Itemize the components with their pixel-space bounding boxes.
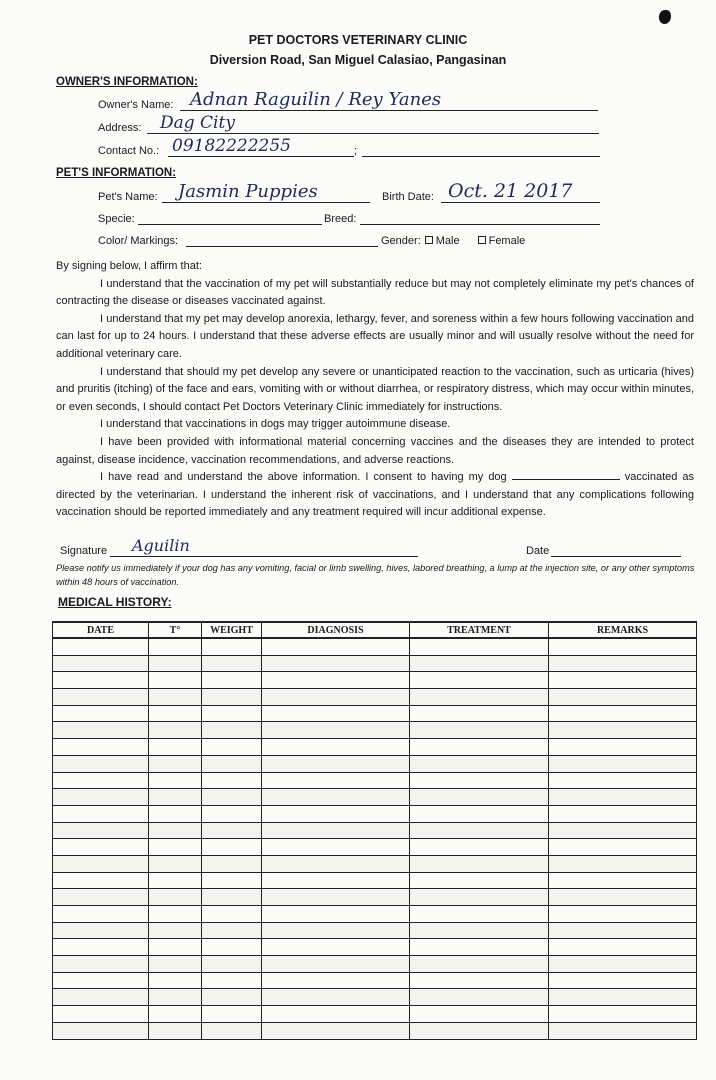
table-row xyxy=(53,822,697,839)
table-cell[interactable] xyxy=(149,789,202,806)
table-cell[interactable] xyxy=(410,705,549,722)
table-cell[interactable] xyxy=(202,822,262,839)
consent-intro: By signing below, I affirm that: xyxy=(56,260,202,272)
address-line xyxy=(147,133,599,134)
table-cell[interactable] xyxy=(410,839,549,856)
table-cell[interactable] xyxy=(410,872,549,889)
table-cell[interactable] xyxy=(53,922,149,939)
table-cell[interactable] xyxy=(53,956,149,973)
table-cell[interactable] xyxy=(549,739,697,756)
table-cell[interactable] xyxy=(262,672,410,689)
consent-paragraph-6 xyxy=(56,469,694,522)
birth-date-line xyxy=(441,202,600,203)
table-cell[interactable] xyxy=(549,722,697,739)
table-cell[interactable] xyxy=(53,889,149,906)
table-cell[interactable] xyxy=(53,805,149,822)
table-cell[interactable] xyxy=(202,655,262,672)
table-cell[interactable] xyxy=(202,939,262,956)
consent-paragraph-4: I understand that vaccinations in dogs may trigger autoimmune disease. xyxy=(100,418,451,431)
table-cell[interactable] xyxy=(410,939,549,956)
table-cell[interactable] xyxy=(262,805,410,822)
table-row xyxy=(53,855,697,872)
table-cell[interactable] xyxy=(549,956,697,973)
address-value[interactable]: Dag City xyxy=(160,113,235,133)
contact-label: Contact No.: xyxy=(98,145,160,157)
table-cell[interactable] xyxy=(149,1006,202,1023)
table-cell[interactable] xyxy=(149,839,202,856)
table-cell[interactable] xyxy=(549,822,697,839)
birth-date-label: Birth Date: xyxy=(382,191,434,203)
table-cell[interactable] xyxy=(53,672,149,689)
ink-blot xyxy=(659,10,671,24)
table-cell[interactable] xyxy=(410,772,549,789)
table-row xyxy=(53,1022,697,1039)
table-cell[interactable] xyxy=(549,672,697,689)
table-cell[interactable] xyxy=(549,655,697,672)
table-cell[interactable] xyxy=(549,755,697,772)
table-cell[interactable] xyxy=(410,1022,549,1039)
consent-paragraph-3: I understand that should my pet develop any severe or unanticipated reaction to the vaccination, such as urticaria (hives) and pruritis (itching) of the face and ears, vomiting with or without diarrhea, or respiratory distress, which may occur within minutes, or even seconds, I should contact Pet Doctors Veterinary Clinic immediately for instructions. xyxy=(56,365,694,413)
table-cell[interactable] xyxy=(149,1022,202,1039)
table-row xyxy=(53,638,697,655)
medical-history-title: MEDICAL HISTORY: xyxy=(58,595,172,609)
table-cell[interactable] xyxy=(149,989,202,1006)
column-header-remarks: REMARKS xyxy=(549,622,697,638)
table-cell[interactable] xyxy=(262,705,410,722)
table-cell[interactable] xyxy=(262,839,410,856)
table-cell[interactable] xyxy=(410,989,549,1006)
table-cell[interactable] xyxy=(410,689,549,706)
table-cell[interactable] xyxy=(549,922,697,939)
table-row xyxy=(53,672,697,689)
gender-label: Gender: xyxy=(381,235,421,247)
table-body xyxy=(53,638,697,1039)
table-cell[interactable] xyxy=(202,805,262,822)
table-cell[interactable] xyxy=(202,705,262,722)
gender-male-label: Male xyxy=(435,235,460,247)
table-cell[interactable] xyxy=(53,1022,149,1039)
table-row xyxy=(53,889,697,906)
table-cell[interactable] xyxy=(410,672,549,689)
table-cell[interactable] xyxy=(149,805,202,822)
contact-separator: ; xyxy=(354,145,358,157)
table-row xyxy=(53,956,697,973)
column-header-treatment: TREATMENT xyxy=(410,622,549,638)
table-header-row xyxy=(53,622,697,638)
table-cell[interactable] xyxy=(53,689,149,706)
table-row xyxy=(53,739,697,756)
table-cell[interactable] xyxy=(549,689,697,706)
table-cell[interactable] xyxy=(202,956,262,973)
date-label: Date xyxy=(526,545,550,557)
table-cell[interactable] xyxy=(549,939,697,956)
table-cell[interactable] xyxy=(149,872,202,889)
date-line xyxy=(551,556,681,557)
table-cell[interactable] xyxy=(149,739,202,756)
signature-value[interactable]: Aguilin xyxy=(132,536,190,555)
table-cell[interactable] xyxy=(262,972,410,989)
table-cell[interactable] xyxy=(410,956,549,973)
table-cell[interactable] xyxy=(262,1006,410,1023)
table-cell[interactable] xyxy=(202,989,262,1006)
consent-paragraph-5: I have been provided with informational material concerning vaccines and the diseases they are intended to protect against, disease incidence, vaccination recommendations, and adverse reactions. xyxy=(56,435,694,466)
table-cell[interactable] xyxy=(549,789,697,806)
consent-paragraph-2: I understand that my pet may develop anorexia, lethargy, fever, and soreness within a few hours following vaccination and can last for up to 24 hours. I understand that these adverse effects are usually minor and will usually resolve without the need for additional veterinary care. xyxy=(56,312,694,360)
table-cell[interactable] xyxy=(262,872,410,889)
table-cell[interactable] xyxy=(262,855,410,872)
table-cell[interactable] xyxy=(149,956,202,973)
table-cell[interactable] xyxy=(149,755,202,772)
table-cell[interactable] xyxy=(549,855,697,872)
table-cell[interactable] xyxy=(549,1006,697,1023)
table-cell[interactable] xyxy=(149,822,202,839)
table-cell[interactable] xyxy=(202,855,262,872)
table-cell[interactable] xyxy=(53,989,149,1006)
clinic-name: PET DOCTORS VETERINARY CLINIC xyxy=(248,33,468,47)
table-cell[interactable] xyxy=(410,822,549,839)
table-cell[interactable] xyxy=(202,839,262,856)
consent-paragraph-6b: vaccinated as directed by the veterinarian. I understand the inherent risk of vaccinations, and I understand that any complications following vaccination should be reported immediately and any treatment required will incur additional expense. xyxy=(56,471,695,519)
table-cell[interactable] xyxy=(549,872,697,889)
pet-name-value[interactable]: Jasmin Puppies xyxy=(178,181,318,202)
table-cell[interactable] xyxy=(149,672,202,689)
table-cell[interactable] xyxy=(53,772,149,789)
table-cell[interactable] xyxy=(149,939,202,956)
table-cell[interactable] xyxy=(262,638,410,655)
table-cell[interactable] xyxy=(549,772,697,789)
pet-name-line xyxy=(162,202,370,203)
table-cell[interactable] xyxy=(262,956,410,973)
table-cell[interactable] xyxy=(262,739,410,756)
table-cell[interactable] xyxy=(149,638,202,655)
breed-label: Breed: xyxy=(324,213,357,225)
column-header-temperature: T° xyxy=(149,622,202,638)
table-cell[interactable] xyxy=(262,655,410,672)
table-cell[interactable] xyxy=(410,889,549,906)
table-row xyxy=(53,872,697,889)
table-cell[interactable] xyxy=(53,739,149,756)
table-cell[interactable] xyxy=(202,972,262,989)
table-row xyxy=(53,839,697,856)
color-label: Color/ Markings: xyxy=(98,235,179,247)
table-cell[interactable] xyxy=(262,989,410,1006)
contact-value[interactable]: 09182222255 xyxy=(172,136,291,156)
table-cell[interactable] xyxy=(410,906,549,923)
owner-name-line xyxy=(180,110,598,111)
table-cell[interactable] xyxy=(149,722,202,739)
contact-line-1 xyxy=(168,156,354,157)
table-cell[interactable] xyxy=(410,855,549,872)
signature-line xyxy=(110,556,418,557)
table-cell[interactable] xyxy=(149,705,202,722)
table-cell[interactable] xyxy=(53,638,149,655)
table-cell[interactable] xyxy=(202,772,262,789)
gender-female-label: Female xyxy=(488,235,526,247)
table-cell[interactable] xyxy=(149,922,202,939)
table-cell[interactable] xyxy=(410,972,549,989)
table-cell[interactable] xyxy=(53,755,149,772)
gender-male-checkbox[interactable] xyxy=(425,236,433,244)
table-cell[interactable] xyxy=(262,689,410,706)
consent-paragraph-1: I understand that the vaccination of my pet will substantially reduce but may not completely eliminate my pet's chances of contracting the disease or diseases vaccinated against. xyxy=(56,277,694,308)
table-cell[interactable] xyxy=(202,755,262,772)
table-cell[interactable] xyxy=(549,839,697,856)
table-row xyxy=(53,789,697,806)
table-cell[interactable] xyxy=(549,705,697,722)
owner-section-title: OWNER'S INFORMATION: xyxy=(56,76,198,88)
specie-label: Specie: xyxy=(98,213,135,225)
table-cell[interactable] xyxy=(549,638,697,655)
table-cell[interactable] xyxy=(202,872,262,889)
gender-female-checkbox[interactable] xyxy=(478,236,486,244)
medical-history-table xyxy=(52,621,697,1040)
table-cell[interactable] xyxy=(549,906,697,923)
table-cell[interactable] xyxy=(202,722,262,739)
breed-line xyxy=(360,224,600,225)
table-cell[interactable] xyxy=(202,638,262,655)
table-cell[interactable] xyxy=(410,722,549,739)
column-header-date: DATE xyxy=(53,622,149,638)
table-cell[interactable] xyxy=(262,822,410,839)
table-cell[interactable] xyxy=(202,922,262,939)
table-cell[interactable] xyxy=(149,972,202,989)
table-cell[interactable] xyxy=(149,855,202,872)
table-cell[interactable] xyxy=(53,789,149,806)
table-cell[interactable] xyxy=(53,822,149,839)
table-cell[interactable] xyxy=(53,655,149,672)
table-cell[interactable] xyxy=(262,772,410,789)
table-cell[interactable] xyxy=(202,1006,262,1023)
table-row xyxy=(53,972,697,989)
consent-paragraph-6a: I have read and understand the above information. I consent to having my dog xyxy=(100,471,507,484)
notice-text: Please notify us immediately if your dog has any vomiting, facial or limb swelling, hives, labored breathing, a lump at the injection site, or any other symptoms within 48 hours of vaccination. xyxy=(56,563,695,587)
clinic-address: Diversion Road, San Miguel Calasiao, Pangasinan xyxy=(209,53,507,67)
table-cell[interactable] xyxy=(262,922,410,939)
column-header-weight: WEIGHT xyxy=(202,622,262,638)
table-cell[interactable] xyxy=(149,689,202,706)
table-cell[interactable] xyxy=(262,722,410,739)
table-cell[interactable] xyxy=(149,906,202,923)
table-cell[interactable] xyxy=(262,906,410,923)
table-cell[interactable] xyxy=(262,755,410,772)
table-cell[interactable] xyxy=(53,722,149,739)
consent-text xyxy=(56,258,694,522)
table-cell[interactable] xyxy=(410,805,549,822)
contact-line-2 xyxy=(362,156,600,157)
address-label: Address: xyxy=(98,122,142,134)
table-cell[interactable] xyxy=(202,1022,262,1039)
table-cell[interactable] xyxy=(549,989,697,1006)
table-cell[interactable] xyxy=(549,1022,697,1039)
table-cell[interactable] xyxy=(149,889,202,906)
owner-name-label: Owner's Name: xyxy=(98,99,174,111)
table-cell[interactable] xyxy=(410,638,549,655)
table-cell[interactable] xyxy=(202,689,262,706)
table-cell[interactable] xyxy=(410,755,549,772)
table-cell[interactable] xyxy=(549,889,697,906)
table-cell[interactable] xyxy=(149,655,202,672)
table-cell[interactable] xyxy=(53,939,149,956)
table-cell[interactable] xyxy=(149,772,202,789)
table-cell[interactable] xyxy=(53,1006,149,1023)
table-cell[interactable] xyxy=(202,906,262,923)
table-cell[interactable] xyxy=(410,739,549,756)
table-row xyxy=(53,805,697,822)
owner-name-value[interactable]: Adnan Raguilin / Rey Yanes xyxy=(190,89,442,110)
table-cell[interactable] xyxy=(410,922,549,939)
table-cell[interactable] xyxy=(410,789,549,806)
table-row xyxy=(53,922,697,939)
column-header-diagnosis: DIAGNOSIS xyxy=(262,622,410,638)
dog-name-blank[interactable] xyxy=(512,469,620,480)
table-row xyxy=(53,655,697,672)
table-cell[interactable] xyxy=(53,839,149,856)
table-cell[interactable] xyxy=(202,739,262,756)
table-row xyxy=(53,989,697,1006)
table-row xyxy=(53,906,697,923)
pet-section-title: PET'S INFORMATION: xyxy=(56,167,177,179)
specie-line xyxy=(138,224,322,225)
birth-date-value[interactable]: Oct. 21 2017 xyxy=(448,180,573,202)
table-cell[interactable] xyxy=(202,789,262,806)
table-cell[interactable] xyxy=(262,889,410,906)
table-cell[interactable] xyxy=(262,939,410,956)
table-cell[interactable] xyxy=(53,855,149,872)
table-cell[interactable] xyxy=(202,672,262,689)
table-row xyxy=(53,722,697,739)
table-cell[interactable] xyxy=(53,972,149,989)
table-row xyxy=(53,755,697,772)
table-cell[interactable] xyxy=(53,906,149,923)
color-line xyxy=(186,246,378,247)
table-cell[interactable] xyxy=(53,872,149,889)
table-cell[interactable] xyxy=(410,655,549,672)
table-cell[interactable] xyxy=(262,789,410,806)
signature-label: Signature xyxy=(60,545,108,557)
table-cell[interactable] xyxy=(262,1022,410,1039)
table-cell[interactable] xyxy=(202,889,262,906)
table-cell[interactable] xyxy=(549,805,697,822)
gender-group xyxy=(381,235,525,247)
table-cell[interactable] xyxy=(410,1006,549,1023)
table-row xyxy=(53,939,697,956)
table-row xyxy=(53,1006,697,1023)
table-row xyxy=(53,772,697,789)
table-cell[interactable] xyxy=(53,705,149,722)
pet-name-label: Pet's Name: xyxy=(98,191,158,203)
table-row xyxy=(53,689,697,706)
table-row xyxy=(53,705,697,722)
table-cell[interactable] xyxy=(549,972,697,989)
